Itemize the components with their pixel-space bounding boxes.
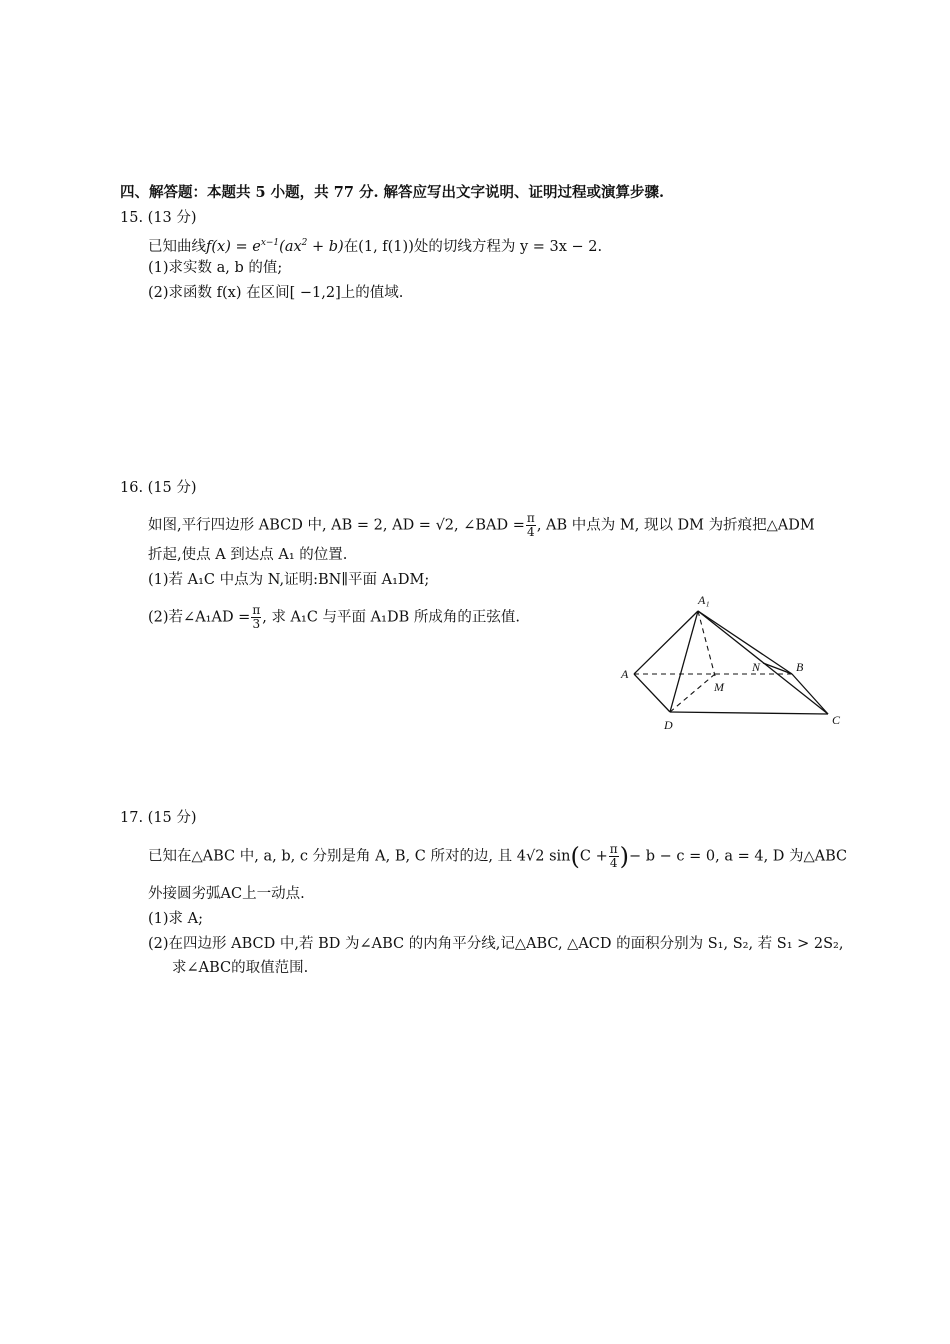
label-N: N <box>752 660 761 674</box>
edge-A1-C <box>698 611 828 714</box>
q15-formula: $f(x) = e^{x-1}(ax^2 + b)$ <box>206 238 344 255</box>
q17-part1: (1)求 A; <box>148 911 204 927</box>
label-B: B <box>796 660 804 674</box>
q17-number: 17. (15 分) <box>120 810 197 826</box>
q17-part2-cont: 求∠ABC的取值范围. <box>172 960 309 976</box>
section-heading: 四、解答题：本题共 5 小题，共 77 分. 解答应写出文字说明、证明过程或演算步骤. <box>120 184 665 201</box>
q15-part2: (2)求函数 f(x) 在区间[ −1,2]上的值域. <box>148 285 404 301</box>
label-A: A <box>621 667 629 681</box>
q17-fraction-pi-over-4: $\frac{\pi}{4}$ <box>609 842 618 870</box>
q15-statement: 已知曲线$f(x) = e^{x-1}(ax^2 + b)$在(1, f(1))处的切线方程为 y = 3x − 2. <box>148 238 603 255</box>
q17-statement-cont: 外接圆劣弧AC上一动点. <box>148 886 305 902</box>
edge-B-C <box>792 674 828 714</box>
label-M: M <box>714 680 724 694</box>
edge-D-M-dashed <box>670 674 715 712</box>
label-D: D <box>664 718 673 732</box>
edge-A-D <box>634 674 670 712</box>
q15-part1: (1)求实数 a, b 的值; <box>148 260 283 276</box>
pyramid-figure <box>612 590 852 740</box>
edge-A1-D <box>670 611 698 712</box>
edge-A1-A <box>634 611 698 674</box>
q17-statement: 已知在△ABC 中, a, b, c 分别是角 A, B, C 所对的边, 且 4√2 sin(C + $\frac{\pi}{4}$ )− b − c = 0, a = 4, D 为△ABC <box>148 842 848 871</box>
q16-part1: (1)若 A₁C 中点为 N,证明:BN∥平面 A₁DM; <box>148 572 430 588</box>
edge-D-C <box>670 712 828 714</box>
q17-part2: (2)在四边形 ABCD 中,若 BD 为∠ABC 的内角平分线,记△ABC, △ACD 的面积分别为 S₁, S₂, 若 S₁ > 2S₂, <box>148 936 844 952</box>
q16-statement: 如图,平行四边形 ABCD 中, AB = 2, AD = √2, ∠BAD = $\frac{\pi}{4}$ , AB 中点为 M, 现以 DM 为折痕把△ADM <box>148 511 815 539</box>
q16-fraction-pi-over-4: $\frac{\pi}{4}$ <box>526 511 535 539</box>
q15-number: 15. (13 分) <box>120 210 197 226</box>
q16-part2: (2)若∠A₁AD = $\frac{\pi}{3}$ , 求 A₁C 与平面 A₁DB 所成角的正弦值. <box>148 603 520 631</box>
label-A1: A₁ <box>698 593 710 607</box>
label-C: C <box>832 713 841 727</box>
q16-number: 16. (15 分) <box>120 480 197 496</box>
q16-statement-cont: 折起,使点 A 到达点 A₁ 的位置. <box>148 547 348 563</box>
q16-fraction-pi-over-3: $\frac{\pi}{3}$ <box>252 603 261 631</box>
